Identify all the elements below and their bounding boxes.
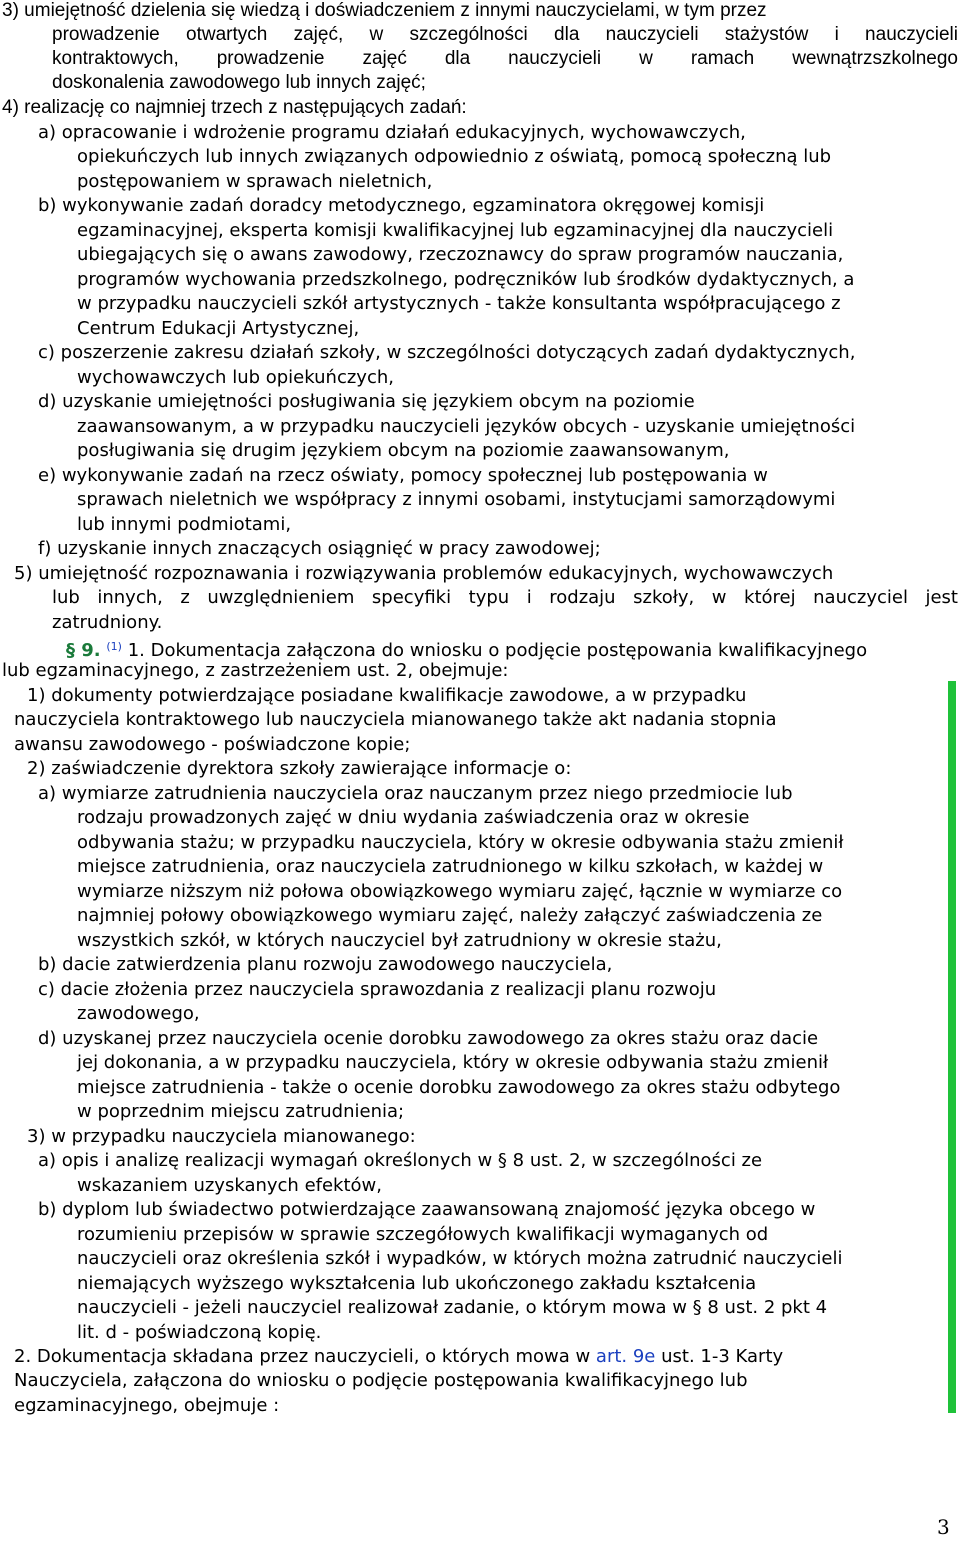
item-4b-line: Centrum Edukacji Artystycznej, — [77, 318, 360, 339]
item-4b-line: programów wychowania przedszkolnego, podręczników lub środków dydaktycznych, a — [77, 269, 855, 290]
doc-item-1-line: awansu zawodowego - poświadczone kopie; — [14, 734, 411, 755]
doc-item-2c-line: zawodowego, — [77, 1003, 200, 1024]
doc-item-2d-line: miejsce zatrudnienia - także o ocenie dorobku zawodowego za okres stażu odbytego — [77, 1077, 841, 1098]
ust-2-text: 2. Dokumentacja składana przez nauczycieli, o których mowa w — [14, 1346, 596, 1367]
item-4a-line: opiekuńczych lub innych związanych odpowiednio z oświatą, pomocą społeczną lub — [77, 146, 832, 167]
doc-item-3b-line: rozumieniu przepisów w sprawie szczegółowych kwalifikacji wymaganych od — [77, 1224, 769, 1245]
item-5-line: zatrudniony. — [52, 612, 163, 633]
item-3-line: prowadzenie otwartych zajęć, w szczególności dla nauczycieli stażystów i nauczycieli — [52, 24, 958, 45]
doc-item-2b-line: b) dacie zatwierdzenia planu rozwoju zawodowego nauczyciela, — [38, 954, 613, 975]
item-4d-line: zaawansowanym, a w przypadku nauczycieli języków obcych - uzyskanie umiejętności — [77, 416, 856, 437]
doc-item-2d-line: w poprzednim miejscu zatrudnienia; — [77, 1101, 405, 1122]
item-4-line: 4) realizację co najmniej trzech z następujących zadań: — [2, 97, 467, 118]
item-3-line: kontraktowych, prowadzenie zajęć dla nauczycieli w ramach wewnątrzszkolnego — [52, 48, 958, 69]
item-4d-line: d) uzyskanie umiejętności posługiwania się językiem obcym na poziomie — [38, 391, 695, 412]
item-4b-line: w przypadku nauczycieli szkół artystycznych - także konsultanta współpracującego z — [77, 293, 841, 314]
section-9-text: 1. Dokumentacja załączona do wniosku o podjęcie postępowania kwalifikacyjnego — [121, 640, 868, 661]
item-4f-line: f) uzyskanie innych znaczących osiągnięć w pracy zawodowej; — [38, 538, 601, 559]
doc-item-1-line: 1) dokumenty potwierdzające posiadane kwalifikacje zawodowe, a w przypadku — [27, 685, 747, 706]
doc-item-3b-line: niemających wyższego wykształcenia lub ukończonego zakładu kształcenia — [77, 1273, 757, 1294]
ust-2-line — [14, 1346, 783, 1368]
doc-item-1-line: nauczyciela kontraktowego lub nauczyciela mianowanego także akt nadania stopnia — [14, 709, 777, 730]
item-4d-line: posługiwania się drugim językiem obcym na poziomie zaawansowanym, — [77, 440, 730, 461]
doc-item-2a-line: a) wymiarze zatrudnienia nauczyciela oraz nauczanym przez niego przedmiocie lub — [38, 783, 793, 804]
item-5-line: lub innych, z uwzględnieniem specyfiki typu i rodzaju szkoły, w której nauczyciel jest — [52, 587, 958, 608]
doc-item-2a-line: miejsce zatrudnienia, oraz nauczyciela zatrudnionego w kilku szkołach, w każdej w — [77, 856, 824, 877]
doc-item-3b-line: nauczycieli - jeżeli nauczyciel realizował zadanie, o którym mowa w § 8 ust. 2 pkt 4 — [77, 1297, 828, 1318]
section-9-line — [66, 636, 867, 662]
art-9e-link[interactable]: art. 9e — [595, 1346, 656, 1367]
change-marker-bar — [948, 681, 956, 1413]
page-number: 3 — [937, 1515, 950, 1539]
doc-item-2c-line: c) dacie złożenia przez nauczyciela sprawozdania z realizacji planu rozwoju — [38, 979, 717, 1000]
item-4a-line: a) opracowanie i wdrożenie programu działań edukacyjnych, wychowawczych, — [38, 122, 746, 143]
item-4e-line: sprawach nieletnich we współpracy z innymi osobami, instytucjami samorządowymi — [77, 489, 836, 510]
doc-item-3b-line: lit. d - poświadczoną kopię. — [77, 1322, 322, 1343]
item-4a-line: postępowaniem w sprawach nieletnich, — [77, 171, 433, 192]
item-4b-line: b) wykonywanie zadań doradcy metodycznego, egzaminatora okręgowej komisji — [38, 195, 765, 216]
item-4b-line: egzaminacyjnej, eksperta komisji kwalifikacyjnej lub egzaminacyjnej dla nauczycieli — [77, 220, 834, 241]
ust-2-line: Nauczyciela, załączona do wniosku o podjęcie postępowania kwalifikacyjnego lub — [14, 1370, 748, 1391]
doc-item-2-line: 2) zaświadczenie dyrektora szkoły zawierające informacje o: — [27, 758, 572, 779]
doc-item-2a-line: wszystkich szkół, w których nauczyciel był zatrudniony w okresie stażu, — [77, 930, 722, 951]
section-9-line: lub egzaminacyjnego, z zastrzeżeniem ust. 2, obejmuje: — [2, 660, 509, 681]
doc-item-3a-line: wskazaniem uzyskanych efektów, — [77, 1175, 382, 1196]
item-4c-line: c) poszerzenie zakresu działań szkoły, w szczególności dotyczących zadań dydaktycznych, — [38, 342, 856, 363]
doc-item-3b-line: nauczycieli oraz określenia szkół i wypadków, w których można zatrudnić nauczycieli — [77, 1248, 843, 1269]
item-4c-line: wychowawczych lub opiekuńczych, — [77, 367, 394, 388]
doc-item-2d-line: d) uzyskanej przez nauczyciela ocenie dorobku zawodowego za okres stażu oraz dacie — [38, 1028, 819, 1049]
item-4b-line: ubiegających się o awans zawodowy, rzeczoznawcy do spraw programów nauczania, — [77, 244, 844, 265]
doc-item-3-line: 3) w przypadku nauczyciela mianowanego: — [27, 1126, 416, 1147]
item-4e-line: e) wykonywanie zadań na rzecz oświaty, pomocy społecznej lub postępowania w — [38, 465, 768, 486]
ust-2-line: egzaminacyjnego, obejmuje : — [14, 1395, 280, 1416]
doc-item-2a-line: odbywania stażu; w przypadku nauczyciela, który w okresie odbywania stażu zmienił — [77, 832, 844, 853]
doc-item-2a-line: najmniej połowy obowiązkowego wymiaru zajęć, należy załączyć zaświadczenia ze — [77, 905, 823, 926]
section-9-mark: § 9. — [66, 640, 101, 661]
ust-2-text: ust. 1-3 Karty — [655, 1346, 784, 1367]
doc-item-3b-line: b) dyplom lub świadectwo potwierdzające zaawansowaną znajomość języka obcego w — [38, 1199, 816, 1220]
doc-item-3a-line: a) opis i analizę realizacji wymagań określonych w § 8 ust. 2, w szczególności ze — [38, 1150, 763, 1171]
footnote-link[interactable]: (1) — [106, 640, 122, 653]
doc-item-2a-line: wymiarze niższym niż połowa obowiązkowego wymiaru zajęć, łącznie w wymiarze co — [77, 881, 843, 902]
item-3-line: doskonalenia zawodowego lub innych zajęć; — [52, 72, 426, 93]
doc-item-2d-line: jej dokonania, a w przypadku nauczyciela, który w okresie odbywania stażu zmienił — [77, 1052, 829, 1073]
item-5-line: 5) umiejętność rozpoznawania i rozwiązywania problemów edukacyjnych, wychowawczych — [14, 563, 834, 584]
item-3-line: 3) umiejętność dzielenia się wiedzą i doświadczeniem z innymi nauczycielami, w tym przez — [2, 0, 767, 21]
item-4e-line: lub innymi podmiotami, — [77, 514, 292, 535]
doc-item-2a-line: rodzaju prowadzonych zajęć w dniu wydania zaświadczenia oraz w okresie — [77, 807, 750, 828]
